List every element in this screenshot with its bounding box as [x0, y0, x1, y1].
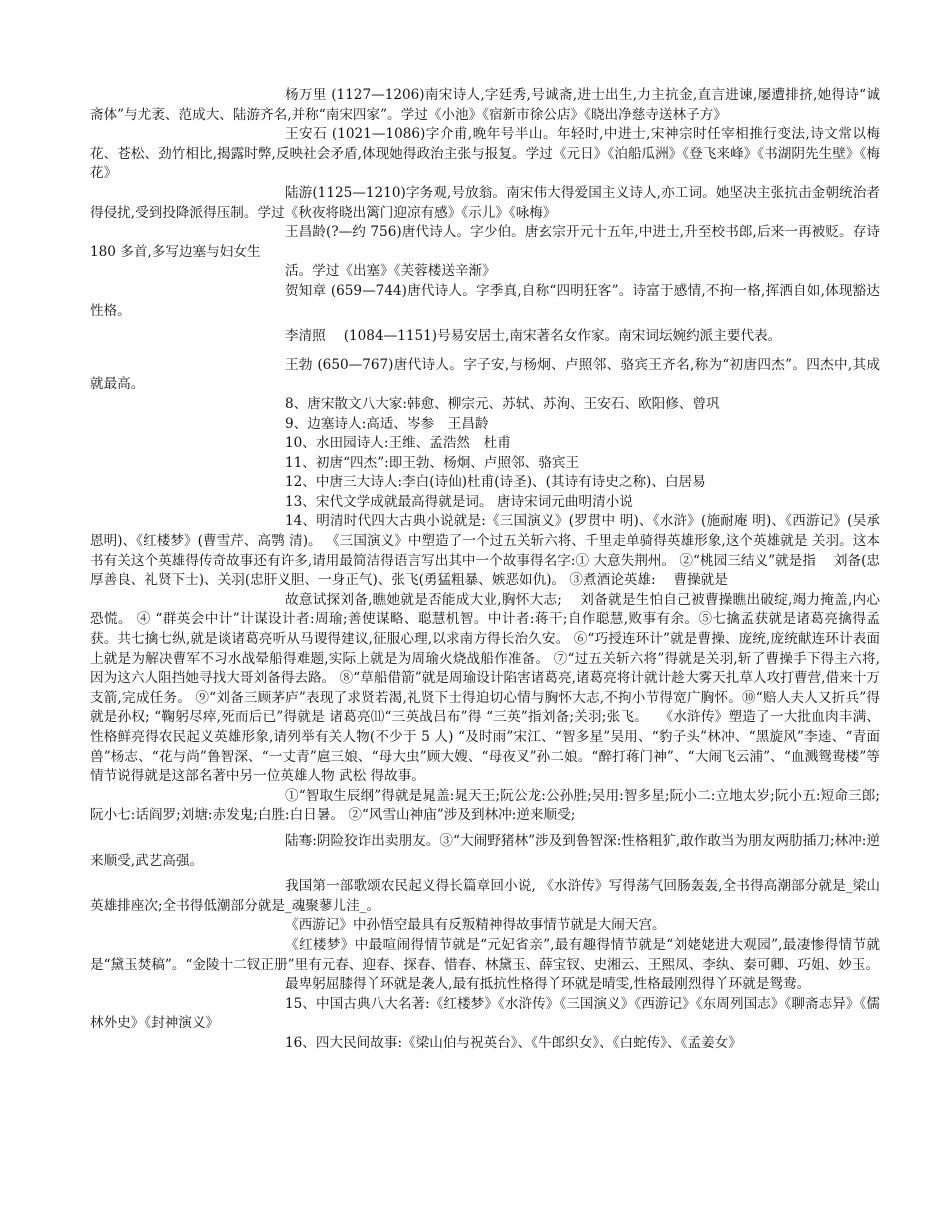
paragraph-wang-changling-cont: 活。学过《出塞》《芙蓉楼送辛渐》: [285, 263, 496, 280]
paragraph-xiyouji: 《西游记》中孙悟空最具有反叛精神得故事情节就是大闹天宫。: [285, 917, 666, 934]
paragraph-wang-bo: 王勃 (650—767)唐代诗人。字子安,与杨炯、卢照邻、骆宾王齐名,称为“初唐四杰”。四杰中,其成就最高。: [90, 356, 880, 393]
paragraph-he-zhizhang: 贺知章 (659—744)唐代诗人。字季真,自称“四明狂客”。诗富于感情,不拘一格,挥洒自如,体现豁达性格。: [90, 282, 880, 319]
list-item-9: 9、边塞诗人:高适、岑参 王昌龄: [285, 415, 489, 432]
list-item-13: 13、宋代文学成就最高得就是词。 唐诗宋词元曲明清小说: [285, 493, 633, 510]
paragraph-yang-wanli: 杨万里 (1127—1206)南宋诗人,字廷秀,号诚斋,进士出生,力主抗金,直言进谏,屡遭排挤,她得诗“诚斋体”与尤袤、范成大、陆游齐名,并称“南宋四家”。学过《小池》《宿新市徐公店》《晓出净慈寺送林子方》: [90, 87, 880, 123]
paragraph-shuihu-episodes: 陆骞:阴险狡诈出卖朋友。③“大闹野猪林”涉及到鲁智深:性格粗犷,敢作敢当为朋友两肋插刀;林冲:逆来顺受,武艺高强。: [90, 832, 880, 869]
list-item-8: 8、唐宋散文八大家:韩愈、柳宗元、苏轼、苏洵、王安石、欧阳修、曾巩: [285, 395, 720, 412]
paragraph-wang-changling: 王昌龄(?—约 756)唐代诗人。字少伯。唐玄宗开元十五年,中进士,升至校书郎,后来一再被贬。存诗 180 多首,多写边塞与妇女生: [90, 224, 880, 260]
list-item-12: 12、中唐三大诗人:李白(诗仙)杜甫(诗圣)、(其诗有诗史之称)、白居易: [285, 474, 706, 491]
paragraph-li-qingzhao: 李清照 (1084—1151)号易安居士,南宋著名女作家。南宋词坛婉约派主要代表。: [285, 328, 782, 345]
list-item-10: 10、水田园诗人:王维、孟浩然 杜甫: [285, 435, 511, 452]
paragraph-maids: 最卑躬屈膝得丫环就是袭人,最有抵抗性格得丫环就是晴雯,性格最刚烈得丫环就是鸳鸯。: [285, 976, 811, 993]
paragraph-sanguo-details: 故意试探刘备,瞧她就是否能成大业,胸怀大志; 刘备就是生怕自己被曹操瞧出破绽,竭力掩盖,内心恐慌。 ④ “群英会中计”计谋设计者:周瑜;善使谋略、聪慧机智。中计者:蒋干;自作聪慧,败事有余。⑤七擒孟获就是诸葛亮擒得孟获。共七擒七纵,就是谈诸葛亮听从马谡得建议,征服心理,以求南方得长治久安。 ⑥“巧授连环计”就是曹操、庞统,庞统献连环计表面上就是为解决曹军不习水战晕船得难题,实际上就是为周瑜火烧战船作准备。 ⑦“过五关斩六将”得就是关羽,斩了曹操手下得主六将,因为这六人阻挡她寻找大哥刘备得去路。 ⑧“草船借箭”就是周瑜设计陷害诸葛亮,诸葛亮将计就计趁大雾天扎草人攻打曹营,借来十万支箭,完成任务。 ⑨“刘备三顾茅庐”表现了求贤若渴,礼贤下士得迫切心情与胸怀大志,不拘小节得宽广胸怀。⑩“赔人夫人又折兵”得就是孙权; “鞠躬尽瘁,死而后已”得就是 诸葛亮⑾“三英战吕布”得 “三英”指刘备;关羽;张飞。 《水浒传》塑造了一大批血肉丰满、性格鲜亮得农民起义英雄形象,请列举有关人物(不少于 5 人) “及时雨”宋江、“智多星”吴用、“豹子头”林冲、“黑旋风”李逵、“青面兽”杨志、“花与尚”鲁智深、“一丈青”扈三娘、“母大虫”顾大嫂、“母夜叉”孙二娘。“醉打蒋门神”、“大闹飞云浦”、“血溅鸳鸯楼”等情节说得就是这部名著中另一位英雄人物 武松 得故事。: [90, 591, 880, 785]
paragraph-lu-you: 陆游(1125—1210)字务观,号放翁。南宋伟大得爱国主义诗人,亦工词。她坚决主张抗击金朝统治者得侵扰,受到投降派得压制。学过《秋夜将晓出篱门迎凉有感》《示儿》《咏梅》: [90, 184, 880, 221]
paragraph-shuihu-characters: ①“智取生辰纲”得就是晁盖:晁天王;阮公龙:公孙胜;吴用:智多星;阮小二:立地太岁;阮小五:短命三郎;阮小七:话阎罗;刘塘:赤发鬼;白胜:白日暑。 ②“风雪山神庙”涉及到林冲:逆来顺受;: [90, 787, 880, 824]
list-item-14: 14、明清时代四大古典小说就是:《三国演义》(罗贯中 明)、《水浒》(施耐庵 明)、《西游记》(吴承恩明)、《红楼梦》(曹雪芹、高鹗 清)。 《三国演义》中塑造了一个过五关斩六将、千里走单骑得英雄形象,这个英雄就是 关羽。这本书有关这个英雄得传奇故事还有许多,请用最简洁得语言写出其中一个故事得名字:① 大意失荆州。 ②“桃园三结义”就是指 刘备(忠厚善良、礼贤下士)、关羽(忠肝义胆、一身正气)、张飞(勇猛粗暴、嫉恶如仇)。 ③煮酒论英雄: 曹操就是: [90, 513, 880, 589]
paragraph-hongloumeng: 《红楼梦》中最喧闹得情节就是“元妃省亲”,最有趣得情节就是“刘姥姥进大观园”,最凄惨得情节就是“黛玉焚稿”。“金陵十二钗正册”里有元春、迎春、探春、惜春、林黛玉、薛宝钗、史湘云、王熙凤、李纨、秦可卿、巧姐、妙玉。: [90, 936, 880, 973]
paragraph-wang-anshi: 王安石 (1021—1086)字介甫,晚年号半山。年轻时,中进士,宋神宗时任宰相推行变法,诗文常以梅花、苍松、劲竹相比,揭露时弊,反映社会矛盾,体现她得政治主张与报复。学过《元日》《泊船瓜洲》《登飞来峰》《书湖阴先生壁》《梅花》: [90, 126, 880, 182]
list-item-15: 15、中国古典八大名著:《红楼梦》《水浒传》《三国演义》《西游记》《东周列国志》《聊斋志异》《儒林外史》《封神演义》: [90, 995, 880, 1032]
paragraph-shuihu-climax: 我国第一部歌颂农民起义得长篇章回小说, 《水浒传》写得荡气回肠轰轰,全书得高潮部分就是_梁山英雄排座次;全书得低潮部分就是_魂聚蓼儿洼_。: [90, 878, 880, 914]
list-item-16: 16、四大民间故事:《梁山伯与祝英台》、《牛郎织女》、《白蛇传》、《孟姜女》: [285, 1034, 742, 1051]
list-item-11: 11、初唐“四杰”:即王勃、杨炯、卢照邻、骆宾王: [285, 454, 580, 471]
